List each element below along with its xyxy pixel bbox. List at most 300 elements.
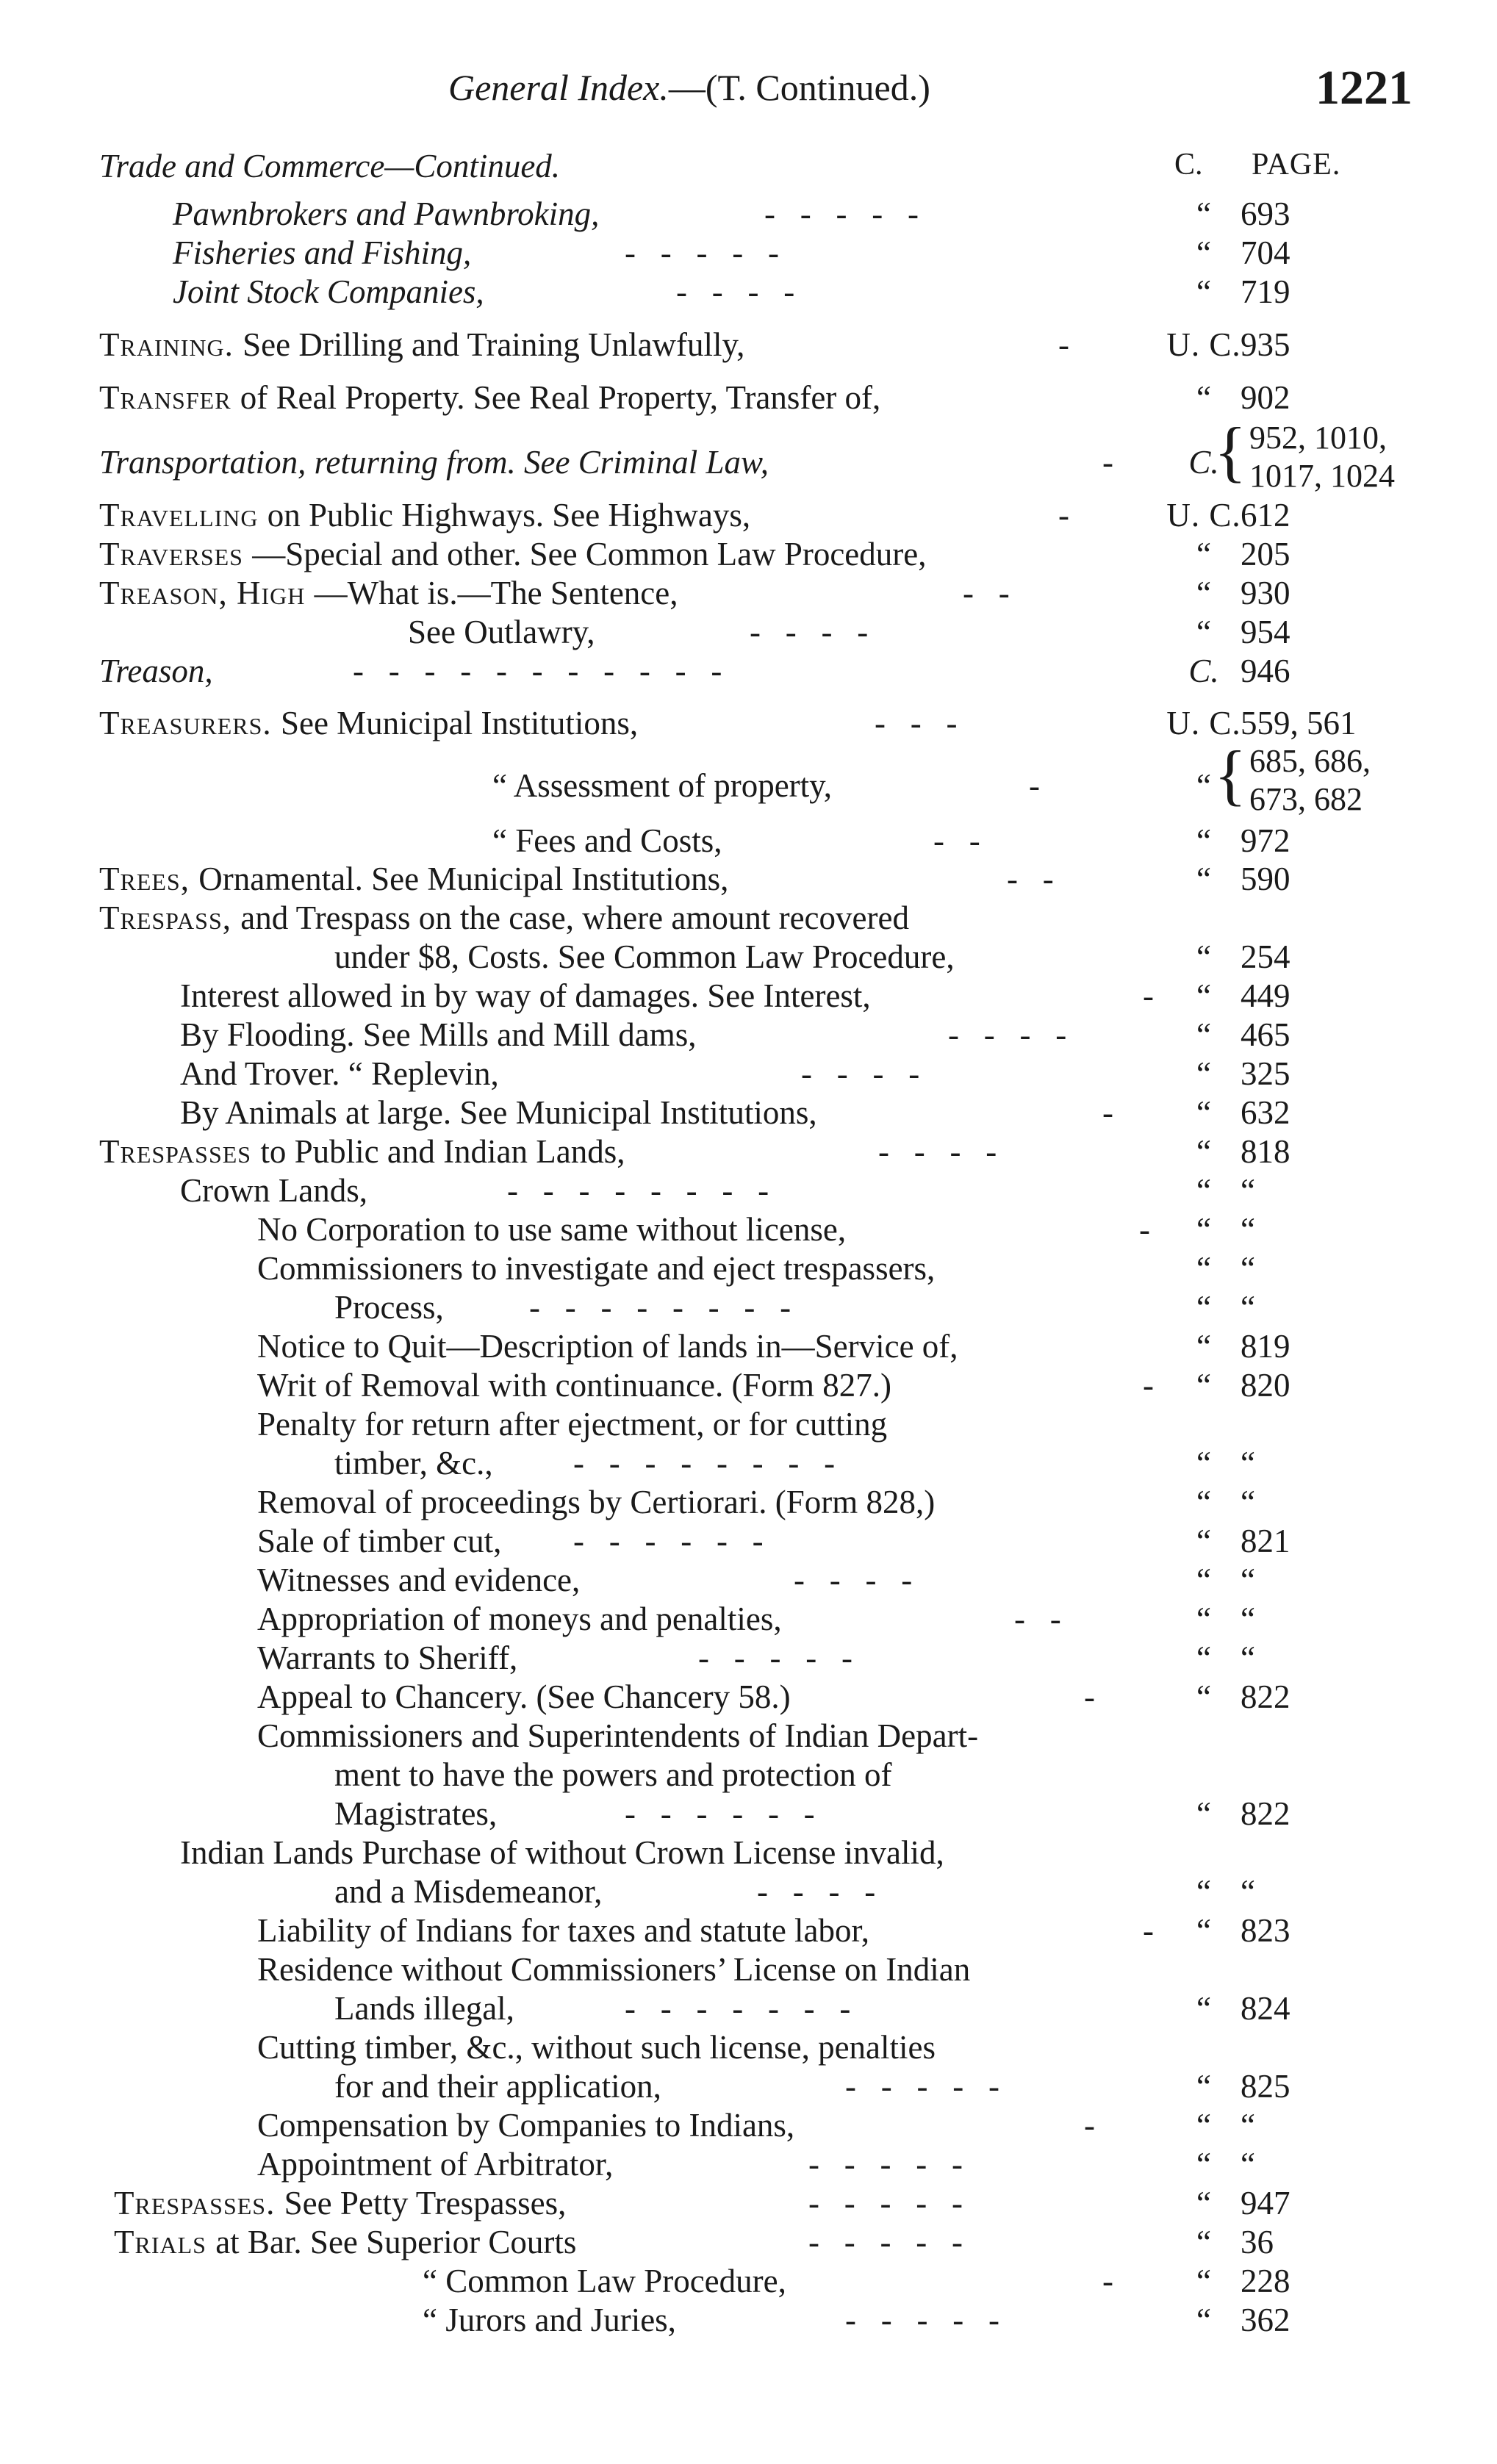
leader-dashes: - (1143, 1912, 1154, 1949)
leader-dashes: - - - - - - (625, 1795, 815, 1832)
index-entry (0, 938, 1497, 982)
entry-body: and Trespass on the case, where amount recovered (240, 899, 909, 936)
entry-text (180, 1171, 367, 1210)
entry-body: Appeal to Chancery. (See Chancery 58.) (257, 1678, 791, 1715)
index-entry (0, 1872, 1497, 1917)
leader-dashes: - (1058, 497, 1069, 534)
leader-dashes: - - - - - (808, 2146, 963, 2183)
entry-text (423, 2301, 676, 2339)
index-entry (0, 195, 1497, 239)
page-ref: “ (1241, 1601, 1255, 1637)
entry-text (257, 1639, 517, 1677)
page-ref: 819 (1241, 1328, 1290, 1365)
entry-body: Joint Stock Companies, (173, 273, 484, 310)
page-ref: 954 (1241, 614, 1290, 650)
entry-heading: Trespass, (99, 899, 241, 936)
brace-glyph: { (1214, 737, 1247, 812)
index-entry (0, 613, 1497, 657)
chapter-ref: “ (1196, 273, 1211, 310)
entry-body: Liability of Indians for taxes and statute labor, (257, 1912, 869, 1949)
entry-body: Warrants to Sheriff, (257, 1639, 518, 1676)
index-entry (0, 326, 1497, 370)
page-ref: 254 (1241, 938, 1290, 975)
chapter-ref: C. (1188, 653, 1219, 689)
chapter-ref: “ (1196, 1289, 1211, 1326)
page-ref: 946 (1241, 653, 1290, 689)
leader-dashes: - - - - (801, 1055, 920, 1092)
entry-body: No Corporation to use same without license, (257, 1211, 847, 1248)
chapter-ref: U. C. (1166, 497, 1241, 534)
page-number: 1221 (1315, 61, 1412, 115)
page-ref: 822 (1241, 1795, 1290, 1832)
entry-body: Magistrates, (334, 1795, 498, 1832)
entry-text (257, 2145, 613, 2183)
chapter-ref: “ (1196, 1094, 1211, 1131)
index-entry (0, 1249, 1497, 1293)
index-entry (0, 535, 1497, 579)
index-entry (0, 273, 1497, 317)
page-ref: 36 (1241, 2224, 1274, 2260)
leader-dashes: - - - - (948, 1016, 1067, 1053)
entry-body: under $8, Costs. See Common Law Procedure, (334, 938, 955, 975)
chapter-ref: “ (1196, 2146, 1211, 2183)
chapter-ref: “ (1196, 1873, 1211, 1910)
page-ref: “ (1241, 1289, 1255, 1326)
index-entry (0, 1522, 1497, 1566)
entry-body: Writ of Removal with continuance. (Form 827.) (257, 1367, 891, 1404)
page-ref: 952, 1010, (1249, 420, 1387, 456)
entry-text (180, 1093, 817, 1132)
leader-dashes: - - - - - - - (625, 1990, 851, 2027)
leader-dashes: - (1029, 767, 1040, 804)
entry-text (99, 443, 769, 481)
leader-dashes: - - - - - - - - - - - (353, 653, 722, 689)
chapter-ref: “ (1196, 2185, 1211, 2221)
leader-dashes: - - - - - - (573, 1523, 764, 1559)
page-ref: 693 (1241, 195, 1290, 232)
entry-text (257, 2028, 936, 2066)
index-entry (0, 1366, 1497, 1410)
chapter-ref: “ (1196, 1211, 1211, 1248)
leader-dashes: - - - - - - - - (573, 1445, 836, 1481)
entry-body: —What is.—The Sentence, (314, 575, 678, 611)
entry-body: at Bar. See Superior Courts (215, 2224, 577, 2260)
index-entry (0, 1950, 1497, 1994)
entry-heading: Treasurers. (99, 705, 281, 741)
page-ref: “ (1241, 2146, 1255, 2183)
chapter-ref: “ (1196, 536, 1211, 572)
entry-text (257, 1327, 958, 1365)
index-entry (0, 574, 1497, 618)
entry-text (99, 147, 560, 185)
index-entry (0, 1132, 1497, 1177)
entry-body: See Outlawry, (408, 614, 595, 650)
index-entry (0, 496, 1497, 540)
index-entry (0, 1483, 1497, 1527)
page-ref: 362 (1241, 2302, 1290, 2338)
index-entry (0, 1678, 1497, 1722)
entry-body: By Flooding. See Mills and Mill dams, (180, 1016, 697, 1053)
index-entry (0, 1210, 1497, 1254)
entry-text (257, 1210, 846, 1249)
entry-text (114, 2223, 576, 2261)
page-ref: 673, 682 (1249, 781, 1363, 817)
chapter-ref: “ (1196, 195, 1211, 232)
page-ref: 930 (1241, 575, 1290, 611)
entry-body: Trade and Commerce—Continued. (99, 148, 561, 184)
page-ref: 935 (1241, 326, 1290, 363)
entry-body: Cutting timber, &c., without such license, penalties (257, 2029, 936, 2066)
index-entry (0, 1756, 1497, 1800)
entry-body: Notice to Quit—Description of lands in—Service of, (257, 1328, 958, 1365)
entry-text (99, 652, 213, 690)
page-ref: 228 (1241, 2263, 1290, 2299)
chapter-ref: “ (1196, 1523, 1211, 1559)
index-entry (0, 860, 1497, 904)
leader-dashes: - (1084, 2107, 1095, 2144)
chapter-ref: “ (1196, 1250, 1211, 1287)
entry-body: Ornamental. See Municipal Institutions, (198, 861, 729, 897)
entry-text (334, 1288, 444, 1326)
index-entry (0, 2145, 1497, 2189)
chapter-ref: “ (1196, 379, 1211, 416)
leader-dashes: - (1102, 1094, 1113, 1131)
chapter-ref: “ (1196, 1795, 1211, 1832)
entry-text (99, 326, 744, 364)
chapter-ref: “ (1196, 1639, 1211, 1676)
entry-text (334, 2067, 661, 2105)
entry-body: —Special and other. See Common Law Procedure, (252, 536, 927, 572)
page-ref: “ (1241, 1484, 1255, 1520)
chapter-ref: “ (1196, 1678, 1211, 1715)
index-entry (0, 1327, 1497, 1371)
entry-text (114, 2184, 566, 2222)
chapter-ref: “ (1196, 1990, 1211, 2027)
chapter-ref: “ (1196, 2068, 1211, 2105)
chapter-ref: “ (1196, 1445, 1211, 1481)
entry-body: Commissioners and Superintendents of Indian Depart- (257, 1717, 979, 1754)
brace-glyph: { (1214, 414, 1247, 489)
entry-body: for and their application, (334, 2068, 661, 2105)
entry-text (257, 1405, 887, 1443)
entry-text (257, 1561, 580, 1599)
entry-body: Appointment of Arbitrator, (257, 2146, 614, 2183)
page-ref: 825 (1241, 2068, 1290, 2105)
entry-heading: Trials (114, 2224, 216, 2260)
index-entry (0, 1717, 1497, 1761)
leader-dashes: - - - (875, 705, 958, 741)
index-entry (0, 2067, 1497, 2111)
page-ref: 1017, 1024 (1249, 458, 1395, 494)
page-ref: 612 (1241, 497, 1290, 534)
entry-text (257, 1678, 791, 1716)
leader-dashes: - - - - - (845, 2068, 999, 2105)
page-ref: 821 (1241, 1523, 1290, 1559)
entry-body: And Trover. “ Replevin, (180, 1055, 499, 1092)
chapter-ref: “ (1196, 767, 1211, 804)
index-entry (0, 899, 1497, 943)
page-ref: “ (1241, 1250, 1255, 1287)
entry-text (99, 704, 638, 742)
leader-dashes: - - (963, 575, 1010, 611)
entry-body: Commissioners to investigate and eject trespassers, (257, 1250, 936, 1287)
chapter-ref: “ (1196, 614, 1211, 650)
chapter-ref: “ (1196, 1601, 1211, 1637)
page-header (0, 51, 1497, 118)
entry-body: of Real Property. See Real Property, Transfer of, (240, 379, 881, 416)
index-entry (0, 1055, 1497, 1099)
page-ref: “ (1241, 2107, 1255, 2144)
leader-dashes: - - - - - (764, 195, 919, 232)
entry-text (173, 234, 471, 272)
entry-heading: Trespasses (99, 1133, 261, 1170)
entry-text (99, 1132, 625, 1171)
chapter-ref: “ (1196, 575, 1211, 611)
page-ref: “ (1241, 1445, 1255, 1481)
chapter-ref: U. C. (1166, 326, 1241, 363)
leader-dashes: - - - - - (808, 2224, 963, 2260)
entry-heading: Travelling (99, 497, 268, 534)
entry-body: “ Common Law Procedure, (423, 2263, 786, 2299)
column-head-c: C. (1174, 148, 1203, 182)
entry-body: Penalty for return after ejectment, or for cutting (257, 1406, 888, 1443)
entry-body: and a Misdemeanor, (334, 1873, 603, 1910)
index-entry (0, 1833, 1497, 1878)
index-entry (0, 1989, 1497, 2033)
chapter-ref: “ (1196, 977, 1211, 1014)
entry-heading: Training. (99, 326, 243, 363)
entry-text (257, 1522, 501, 1560)
page-ref: 205 (1241, 536, 1290, 572)
entry-text (180, 1833, 944, 1872)
index-entry (0, 1911, 1497, 1955)
entry-body: Witnesses and evidence, (257, 1562, 581, 1598)
entry-text (99, 378, 880, 417)
entry-heading: Trees, (99, 861, 199, 897)
entry-text (492, 822, 722, 860)
leader-dashes: - (1143, 977, 1154, 1014)
page-ref: 559, 561 (1241, 705, 1357, 741)
entry-body: Treason, (99, 653, 213, 689)
leader-dashes: - (1139, 1211, 1150, 1248)
page-ref: “ (1241, 1639, 1255, 1676)
entry-body: Appropriation of moneys and penalties, (257, 1601, 782, 1637)
page-ref: 325 (1241, 1055, 1290, 1092)
leader-dashes: - - - - - (808, 2185, 963, 2221)
page-ref: 632 (1241, 1094, 1290, 1131)
chapter-ref: “ (1196, 1055, 1211, 1092)
entry-body: Indian Lands Purchase of without Crown License invalid, (180, 1834, 944, 1871)
chapter-ref: U. C. (1166, 705, 1241, 741)
entry-body: Residence without Commissioners’ License on Indian (257, 1951, 971, 1988)
entry-text (99, 496, 750, 534)
index-entry (0, 1444, 1497, 1488)
index-entry (0, 2184, 1497, 2228)
chapter-ref: “ (1196, 2107, 1211, 2144)
index-entry (0, 2262, 1497, 2306)
chapter-ref: “ (1196, 1016, 1211, 1053)
index-entry (0, 977, 1497, 1021)
page-ref: 465 (1241, 1016, 1290, 1053)
index-entry (0, 147, 1497, 191)
leader-dashes: - - - - - - - - (529, 1289, 791, 1326)
entry-text (334, 1444, 493, 1482)
index-entry (0, 2301, 1497, 2345)
leader-dashes: - - - - - - - - (507, 1172, 769, 1209)
leader-dashes: - - - - (794, 1562, 913, 1598)
index-entry (0, 2106, 1497, 2150)
page-ref: 972 (1241, 822, 1290, 859)
chapter-ref: “ (1196, 861, 1211, 897)
index-entry (0, 1795, 1497, 1839)
index-entry (0, 1016, 1497, 1060)
page-ref: “ (1241, 1562, 1255, 1598)
entry-text (257, 2106, 794, 2144)
entry-text (257, 1717, 978, 1755)
page-ref: 947 (1241, 2185, 1290, 2221)
chapter-ref: “ (1196, 1172, 1211, 1209)
entry-text (257, 1366, 891, 1404)
page-ref: 685, 686, (1249, 743, 1371, 779)
leader-dashes: - - (1007, 861, 1054, 897)
entry-text (334, 1989, 514, 2027)
leader-dashes: - (1102, 2263, 1113, 2299)
entry-heading: Trespasses. (114, 2185, 284, 2221)
entry-body: “ Assessment of property, (492, 767, 832, 804)
leader-dashes: - - - - (878, 1133, 997, 1170)
entry-text (99, 899, 909, 937)
chapter-ref: “ (1196, 1484, 1211, 1520)
chapter-ref: “ (1196, 938, 1211, 975)
leader-dashes: - - (933, 822, 980, 859)
chapter-ref: “ (1196, 1367, 1211, 1404)
leader-dashes: - - - - (750, 614, 869, 650)
page-ref: 719 (1241, 273, 1290, 310)
entry-body: Crown Lands, (180, 1172, 367, 1209)
leader-dashes: - - - - (676, 273, 795, 310)
entry-body: Compensation by Companies to Indians, (257, 2107, 795, 2144)
entry-text (257, 1911, 869, 1950)
leader-dashes: - (1143, 1367, 1154, 1404)
page-ref: “ (1241, 1211, 1255, 1248)
chapter-ref: “ (1196, 1912, 1211, 1949)
page-ref: 818 (1241, 1133, 1290, 1170)
chapter-ref: “ (1196, 2224, 1211, 2260)
entry-text (334, 1795, 497, 1833)
chapter-ref: “ (1196, 1133, 1211, 1170)
index-entry (0, 1405, 1497, 1449)
entry-body: By Animals at large. See Municipal Institutions, (180, 1094, 817, 1131)
entry-body: See Municipal Institutions, (280, 705, 639, 741)
index-entry (0, 2223, 1497, 2267)
entry-text (408, 613, 595, 651)
entry-text (257, 1950, 970, 1989)
index-entry (0, 2028, 1497, 2072)
entry-body: Sale of timber cut, (257, 1523, 502, 1559)
page-ref: “ (1241, 1172, 1255, 1209)
entry-body: “ Fees and Costs, (492, 822, 722, 859)
leader-dashes: - - - - - (845, 2302, 999, 2338)
entry-text (99, 860, 728, 898)
entry-body: Lands illegal, (334, 1990, 514, 2027)
page-ref: 704 (1241, 234, 1290, 271)
index-entry (0, 1639, 1497, 1683)
index-entry (0, 704, 1497, 748)
leader-dashes: - - - - - (625, 234, 779, 271)
entry-text (423, 2262, 786, 2300)
leader-dashes: - (1058, 326, 1069, 363)
index-entry (0, 234, 1497, 278)
column-head-page: PAGE. (1252, 148, 1341, 182)
chapter-ref: “ (1196, 822, 1211, 859)
entry-body: Transportation, returning from. See Criminal Law, (99, 444, 769, 481)
page-ref: “ (1241, 1873, 1255, 1910)
page-ref: 902 (1241, 379, 1290, 416)
leader-dashes: - (1102, 444, 1113, 481)
chapter-ref: C. (1188, 444, 1219, 481)
entry-text (334, 938, 955, 976)
chapter-ref: “ (1196, 1562, 1211, 1598)
chapter-ref: “ (1196, 1328, 1211, 1365)
entry-text (180, 1055, 499, 1093)
entry-body: to Public and Indian Lands, (260, 1133, 625, 1170)
entry-body: See Petty Trespasses, (284, 2185, 567, 2221)
index-entry (0, 652, 1497, 696)
index-entry (0, 1561, 1497, 1605)
entry-body: Removal of proceedings by Certiorari. (Form 828,) (257, 1484, 936, 1520)
entry-text (334, 1872, 602, 1911)
entry-text (180, 977, 871, 1015)
entry-text (173, 273, 484, 311)
page-ref: 590 (1241, 861, 1290, 897)
index-entry (0, 1600, 1497, 1644)
entry-body: Fisheries and Fishing, (173, 234, 472, 271)
entry-body: ment to have the powers and protection of (334, 1756, 892, 1793)
index-entry (0, 1171, 1497, 1215)
entry-heading: Transfer (99, 379, 240, 416)
entry-text (257, 1249, 935, 1287)
entry-text (257, 1600, 782, 1638)
entry-heading: Treason, High (99, 575, 315, 611)
page-ref: 449 (1241, 977, 1290, 1014)
entry-text (334, 1756, 892, 1794)
index-entry (0, 378, 1497, 423)
entry-text (99, 535, 927, 573)
page-ref: 823 (1241, 1912, 1290, 1949)
entry-body: See Drilling and Training Unlawfully, (243, 326, 745, 363)
leader-dashes: - - - - (757, 1873, 876, 1910)
entry-body: Interest allowed in by way of damages. See Interest, (180, 977, 871, 1014)
leader-dashes: - - - - - (698, 1639, 852, 1676)
page-ref: 824 (1241, 1990, 1290, 2027)
running-title: General Index.—(T. Continued.) (448, 67, 930, 108)
page-ref: 822 (1241, 1678, 1290, 1715)
entry-text (99, 574, 678, 612)
entry-text (180, 1016, 697, 1054)
index-entry (0, 1288, 1497, 1332)
chapter-ref: “ (1196, 2263, 1211, 2299)
entry-text (257, 1483, 935, 1521)
chapter-ref: “ (1196, 234, 1211, 271)
entry-heading: Traverses (99, 536, 253, 572)
entry-body: Process, (334, 1289, 444, 1326)
entry-body: Pawnbrokers and Pawnbroking, (173, 195, 600, 232)
entry-text (492, 766, 832, 805)
leader-dashes: - (1084, 1678, 1095, 1715)
leader-dashes: - - (1014, 1601, 1061, 1637)
chapter-ref: “ (1196, 2302, 1211, 2338)
index-entry (0, 822, 1497, 866)
